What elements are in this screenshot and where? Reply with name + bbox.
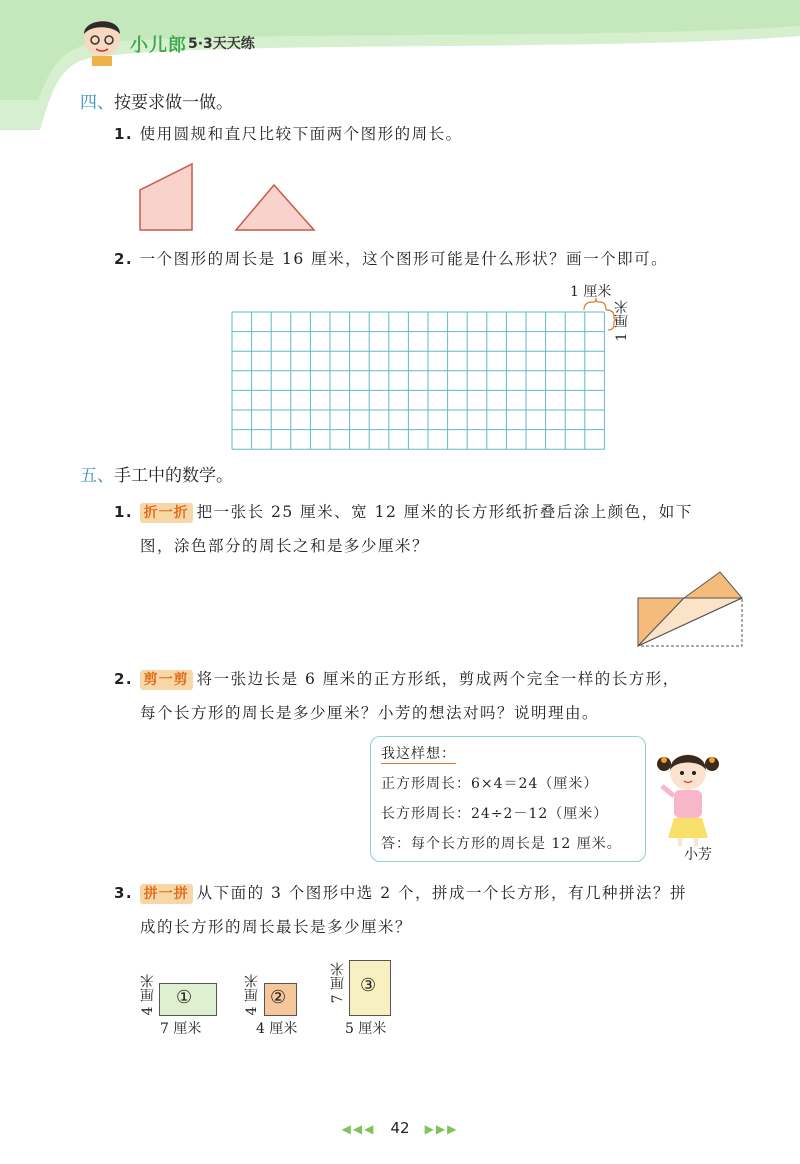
shape-1-rect	[159, 983, 217, 1016]
shape-3-height-label: 7 厘米	[330, 962, 346, 1004]
think-line-4: 答：每个长方形的周长是 12 厘米。	[381, 836, 622, 852]
thought-bubble	[370, 736, 646, 862]
shape-2-number: ②	[270, 987, 287, 1008]
section-5-question-1: 1. 折一折 把一张长 25 厘米、宽 12 厘米的长方形纸折叠后涂上颜色，如下 图，涂色部分的周长之和是多少厘米？	[114, 503, 693, 555]
boy-mascot-icon	[78, 14, 126, 68]
drawing-grid[interactable]	[230, 310, 610, 454]
cut-tag: 剪一剪	[140, 670, 193, 690]
think-line-1: 我这样想：	[381, 743, 456, 764]
folded-paper-figure	[634, 568, 746, 652]
series-name: 5·3天天练	[188, 36, 255, 52]
section-4-question-2: 2. 一个图形的周长是 16 厘米，这个图形可能是什么形状？画一个即可。	[114, 250, 669, 268]
fold-tag: 折一折	[140, 503, 193, 523]
shape-1-number: ①	[176, 987, 193, 1008]
page-header	[0, 0, 800, 60]
triangle-shape	[236, 185, 314, 230]
shape-2-rect	[264, 983, 297, 1016]
shape-3-width-label: 5 厘米	[345, 1021, 387, 1037]
section-4-question-1: 1. 使用圆规和直尺比较下面两个图形的周长。	[114, 125, 463, 143]
girl-name-label: 小芳	[684, 847, 712, 863]
shape-1-width-label: 7 厘米	[160, 1021, 202, 1037]
section-5-question-3: 3. 拼一拼 从下面的 3 个图形中选 2 个，拼成一个长方形，有几种拼法？拼 成的长方形的周长最长是多少厘米？	[114, 884, 688, 936]
quadrilateral-shape	[140, 164, 192, 230]
think-line-3: 长方形周长：24÷2－12（厘米）	[381, 806, 609, 822]
section-4-title: 四、按要求做一做。	[80, 93, 233, 113]
shape-1-height-label: 4 厘米	[140, 974, 156, 1016]
section-5-question-2: 2. 剪一剪 将一张边长是 6 厘米的正方形纸，剪成两个完全一样的长方形， 每个长方形的周长是多少厘米？小芳的想法对吗？说明理由。	[114, 670, 680, 722]
shape-2-width-label: 4 厘米	[256, 1021, 298, 1037]
think-line-2: 正方形周长：6×4＝24（厘米）	[381, 776, 599, 792]
section-5-title: 五、手工中的数学。	[80, 466, 233, 486]
next-arrows-icon: ▶▶▶	[424, 1122, 459, 1136]
shape-3-number: ③	[360, 975, 377, 996]
assemble-tag: 拼一拼	[140, 884, 193, 904]
brand-name: 小儿郎	[130, 35, 187, 56]
page-number: 42	[390, 1119, 410, 1137]
prev-arrows-icon: ◀◀◀	[341, 1122, 376, 1136]
grid-unit-top-label: 1 厘米	[570, 284, 612, 300]
page-footer	[0, 1118, 800, 1137]
shapes-compare-figure	[130, 158, 330, 234]
girl-xiaofang-icon	[648, 742, 728, 848]
shape-3-rect	[349, 960, 391, 1016]
shape-2-height-label: 4 厘米	[244, 974, 260, 1016]
grid-unit-side-label: 1 厘米	[614, 300, 630, 342]
